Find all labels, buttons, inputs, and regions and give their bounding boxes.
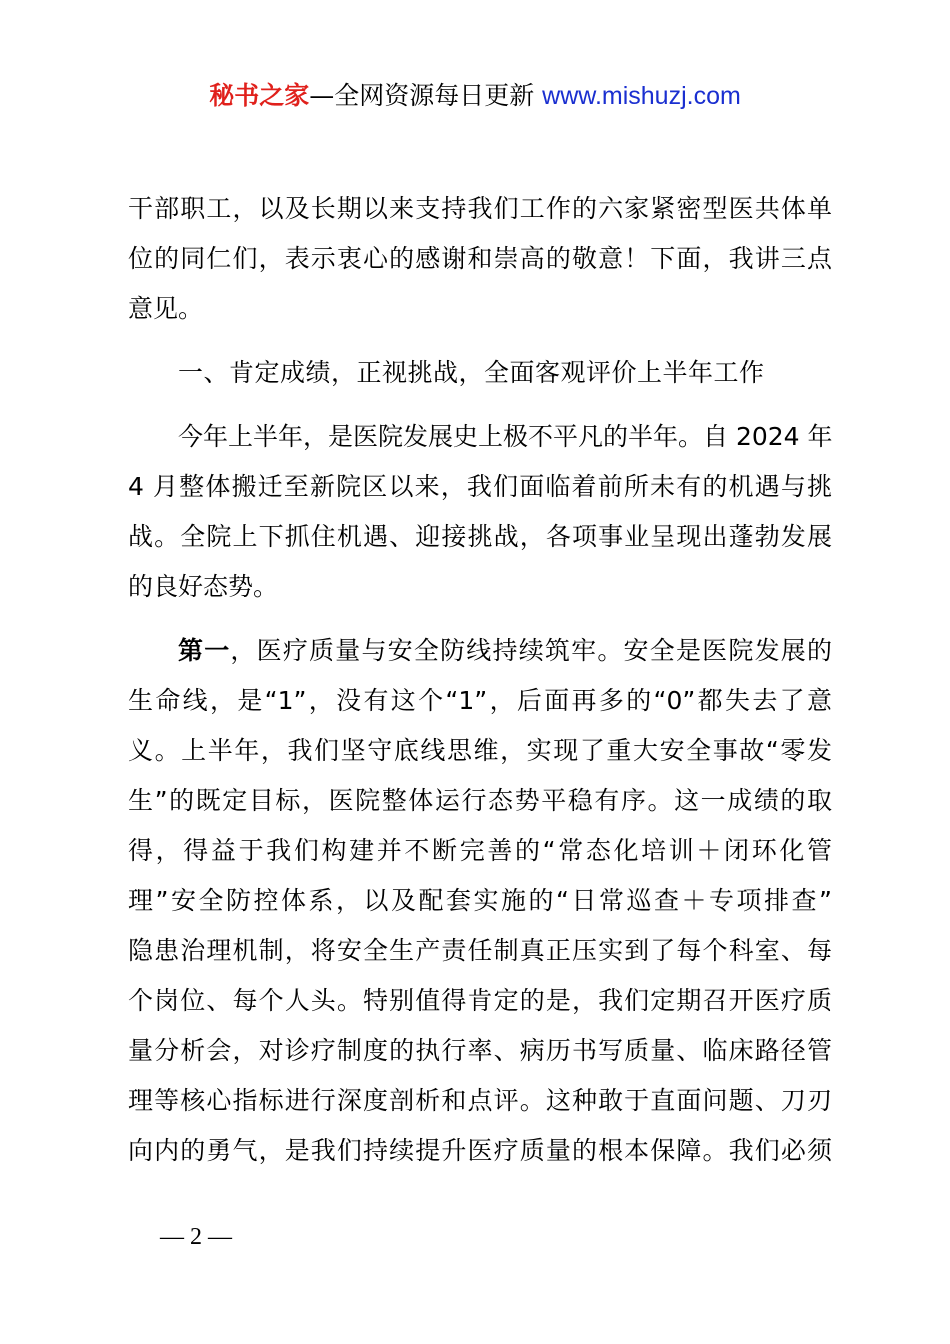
text-line: 干部职工，以及长期以来支持我们工作的六家紧密型医共体单 [128, 194, 832, 223]
brand-name: 秘书之家 [209, 81, 310, 110]
text-line: 理等核心指标进行深度剖析和点评。这种敢于直面问题、刀刃 [128, 1086, 832, 1115]
header-url-link[interactable]: www.mishuzj.com [542, 82, 741, 110]
text-line: 个岗位、每个人头。特别值得肯定的是，我们定期召开医疗质 [128, 986, 832, 1015]
text-line: 生命线，是“1”，没有这个“1”，后面再多的“0”都失去了意 [128, 686, 832, 715]
text-line: 4 月整体搬迁至新院区以来，我们面临着前所未有的机遇与挑 [128, 472, 832, 501]
text-line: 量分析会，对诊疗制度的执行率、病历书写质量、临床路径管 [128, 1036, 832, 1065]
text-line: 向内的勇气，是我们持续提升医疗质量的根本保障。我们必须 [128, 1136, 832, 1165]
paragraph-first-point [128, 626, 832, 1176]
point-lead: 第一 [178, 636, 231, 665]
section-heading: 一、肯定成绩，正视挑战，全面客观评价上半年工作 [178, 358, 765, 387]
text-line: 生”的既定目标，医院整体运行态势平稳有序。这一成绩的取 [128, 786, 832, 815]
text-line: 隐患治理机制，将安全生产责任制真正压实到了每个科室、每 [128, 936, 832, 965]
text-line: 得，得益于我们构建并不断完善的“常态化培训＋闭环化管 [128, 836, 832, 865]
text-line [128, 626, 832, 676]
text-line: 今年上半年，是医院发展史上极不平凡的半年。自 2024 年 [178, 422, 833, 451]
paragraph-intro-continuation [128, 184, 832, 334]
document-body [128, 184, 832, 1176]
text-line: 义。上半年，我们坚守底线思维，实现了重大安全事故“零发 [128, 736, 832, 765]
text-line: 理”安全防控体系，以及配套实施的“日常巡查＋专项排查” [128, 886, 832, 915]
text-line: 位的同仁们，表示衷心的感谢和崇高的敬意！下面，我讲三点 [128, 244, 832, 273]
point-lead-rest: ，医疗质量与安全防线持续筑牢。安全是医院发展的 [230, 636, 832, 665]
text-line: 战。全院上下抓住机遇、迎接挑战，各项事业呈现出蓬勃发展 [128, 522, 832, 551]
text-line: 的良好态势。 [128, 572, 279, 601]
header-tagline: —全网资源每日更新 [309, 81, 543, 110]
paragraph-overview [128, 412, 832, 612]
site-header [0, 78, 950, 114]
page-number: — 2 — [160, 1224, 232, 1250]
text-line: 意见。 [128, 294, 204, 323]
